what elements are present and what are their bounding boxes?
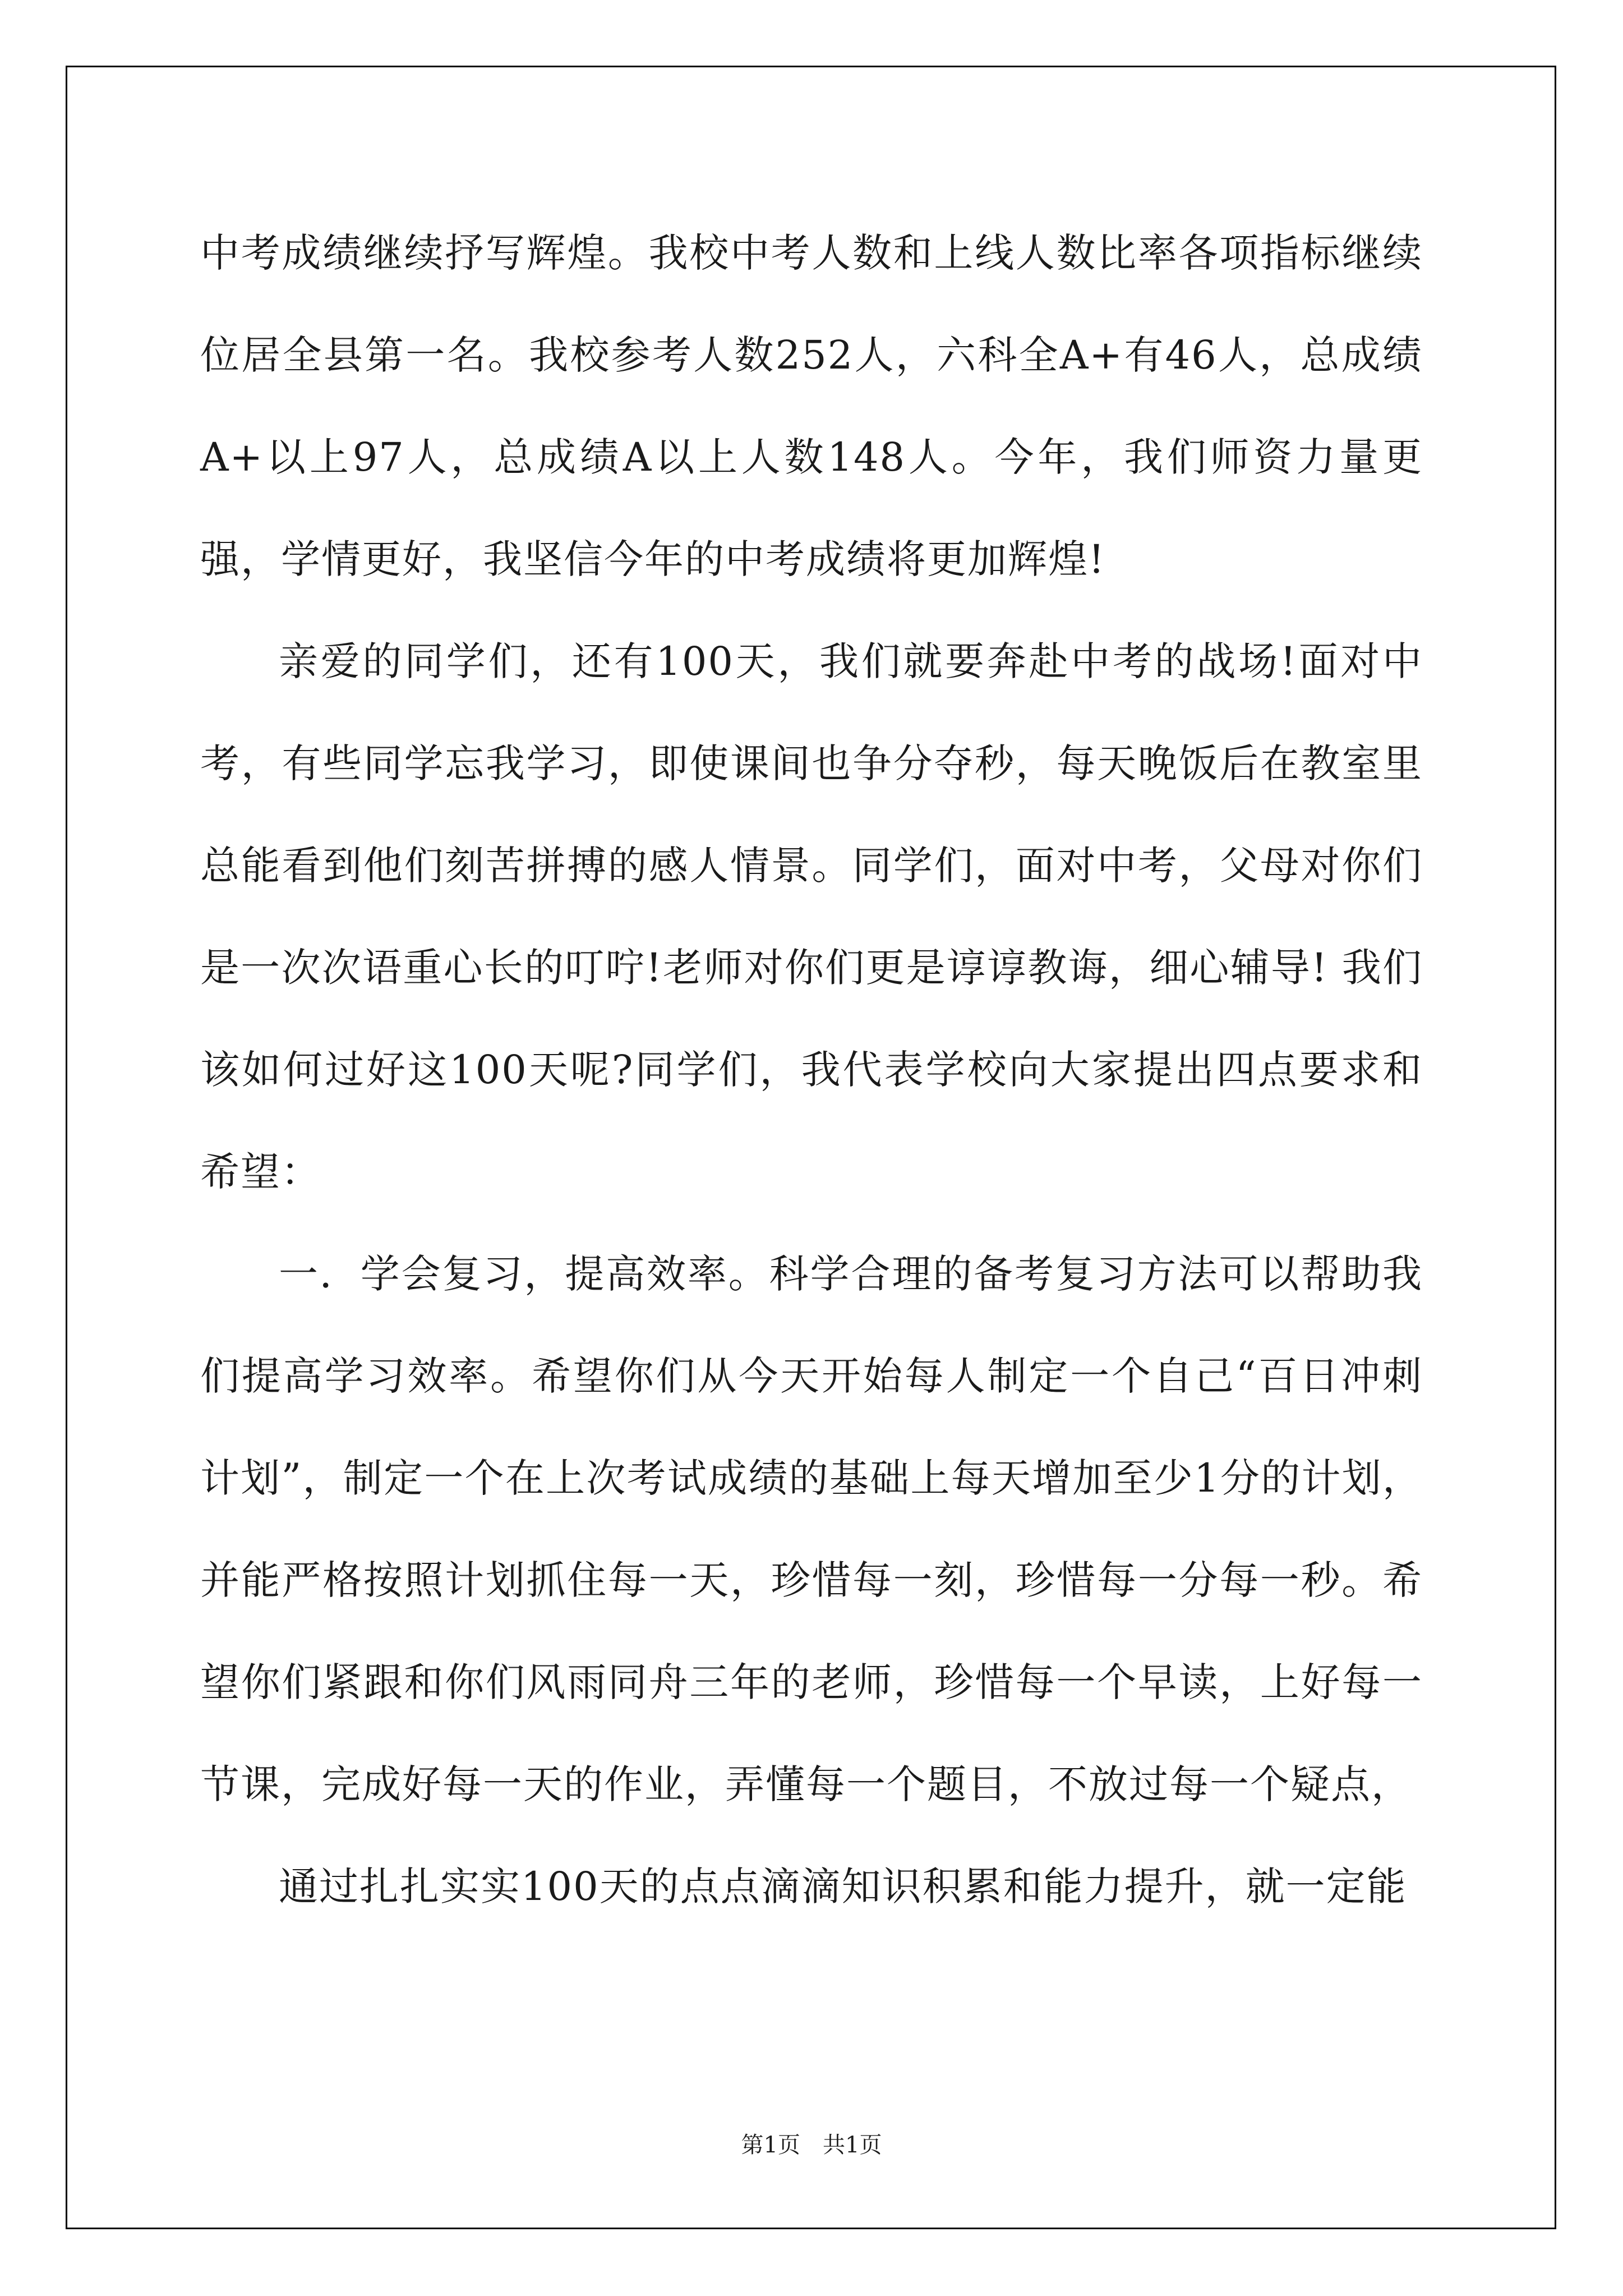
document-body [200, 202, 1423, 1938]
page-total: 共1页 [823, 2132, 882, 2158]
page-footer [0, 2127, 1623, 2159]
paragraph-4: 通过扎扎实实100天的点点滴滴知识积累和能力提升，就一定能 [279, 1864, 1407, 1910]
paragraph-3: 一．学会复习，提高效率。科学合理的备考复习方法可以帮助我们提高学习效率。希望你们从今天开始每人制定一个自己“百日冲刺计划”，制定一个在上次考试成绩的基础上每天增加至少1分的计划，并能严格按照计划抓住每一天，珍惜每一刻，珍惜每一分每一秒。希望你们紧跟和你们风雨同舟三年的老师，珍惜每一个早读，上好每一节课，完成好每一天的作业，弄懂每一个题目，不放过每一个疑点， [200, 1251, 1423, 1807]
paragraph-2: 亲爱的同学们，还有100天，我们就要奔赴中考的战场!面对中考，有些同学忘我学习，即使课间也争分夺秒，每天晚饭后在教室里总能看到他们刻苦拼搏的感人情景。同学们，面对中考，父母对你们是一次次语重心长的叮咛!老师对你们更是谆谆教诲，细心辅导! 我们该如何过好这100天呢?同学们，我代表学校向大家提出四点要求和希望： [200, 638, 1423, 1195]
page-number: 第1页 [741, 2132, 800, 2158]
paragraph-1: 中考成绩继续抒写辉煌。我校中考人数和上线人数比率各项指标继续位居全县第一名。我校参考人数252人，六科全A+有46人，总成绩A+以上97人，总成绩A以上人数148人。今年，我们师资力量更强，学情更好，我坚信今年的中考成绩将更加辉煌! [200, 230, 1423, 582]
